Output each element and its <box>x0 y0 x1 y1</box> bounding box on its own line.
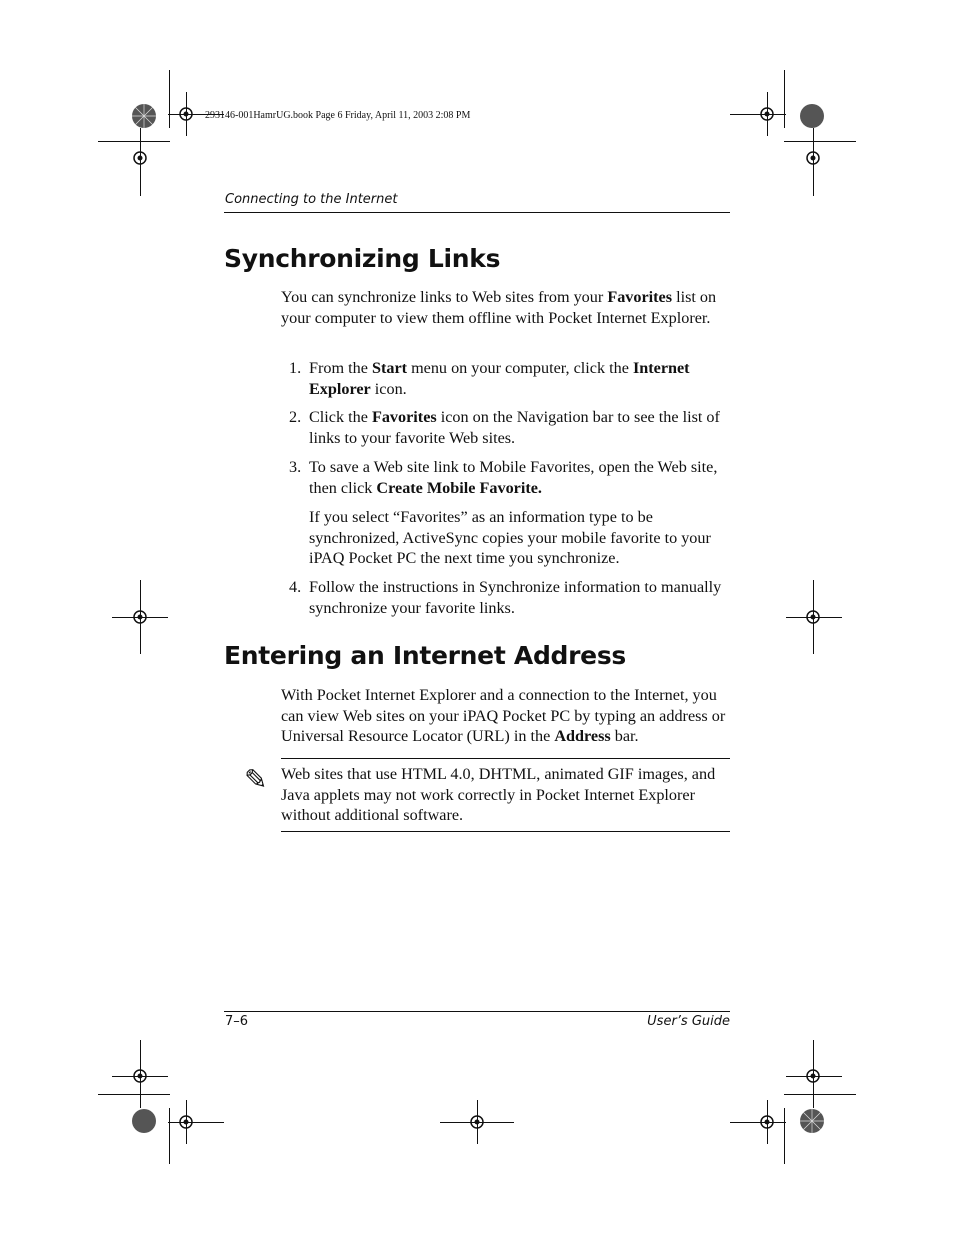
footer-rule <box>224 1011 730 1012</box>
section2-intro: With Pocket Internet Explorer and a connection to the Internet, you can view Web sites on your iPAQ Pocket PC by typing an address or Universal Resource Locator (URL) in the Address bar. <box>281 686 726 745</box>
section-title-entering-internet-address: Entering an Internet Address <box>224 641 626 670</box>
header-rule <box>224 212 730 213</box>
registration-target-icon <box>757 1112 777 1132</box>
page-number: 7–6 <box>225 1014 249 1029</box>
registration-target-icon <box>130 607 150 627</box>
running-header: Connecting to the Internet <box>225 192 398 207</box>
section-title-synchronizing-links: Synchronizing Links <box>224 244 501 273</box>
starburst-mark-icon <box>131 1108 157 1134</box>
footer-guide-title: User’s Guide <box>647 1014 730 1029</box>
note-text: Web sites that use HTML 4.0, DHTML, animated GIF images, and Java applets may not work correctly in Pocket Internet Explorer without additional software. <box>281 765 716 824</box>
note-bottom-rule <box>281 831 730 832</box>
registration-target-icon <box>803 607 823 627</box>
registration-target-icon <box>176 1112 196 1132</box>
registration-target-icon <box>130 148 150 168</box>
pencil-note-icon: ✎ <box>244 763 268 796</box>
starburst-mark-icon <box>131 103 157 129</box>
section1-intro: You can synchronize links to Web sites from your Favorites list on your computer to view them offline with Pocket Internet Explorer. <box>281 288 717 327</box>
step-3: 3. To save a Web site link to Mobile Favorites, open the Web site, then click Create Mobile Favorite. <box>289 458 718 497</box>
step-2: 2. Click the Favorites icon on the Navigation bar to see the list of links to your favorite Web sites. <box>289 408 720 447</box>
registration-target-icon <box>803 1066 823 1086</box>
step-1: 1. From the Start menu on your computer, click the Internet Explorer icon. <box>289 359 690 398</box>
starburst-mark-icon <box>799 1108 825 1134</box>
registration-target-icon <box>757 104 777 124</box>
registration-target-icon <box>803 148 823 168</box>
registration-target-icon <box>176 104 196 124</box>
step-3-detail: If you select “Favorites” as an information type to be synchronized, ActiveSync copies your mobile favorite to your iPAQ Pocket PC the next time you synchronize. <box>309 508 711 567</box>
note-top-rule <box>281 758 730 759</box>
step-4: 4. Follow the instructions in Synchronize information to manually synchronize your favorite links. <box>289 578 722 617</box>
print-info-line: 293146-001HamrUG.book Page 6 Friday, April 11, 2003 2:08 PM <box>205 110 471 121</box>
registration-target-icon <box>467 1112 487 1132</box>
registration-target-icon <box>130 1066 150 1086</box>
starburst-mark-icon <box>799 103 825 129</box>
